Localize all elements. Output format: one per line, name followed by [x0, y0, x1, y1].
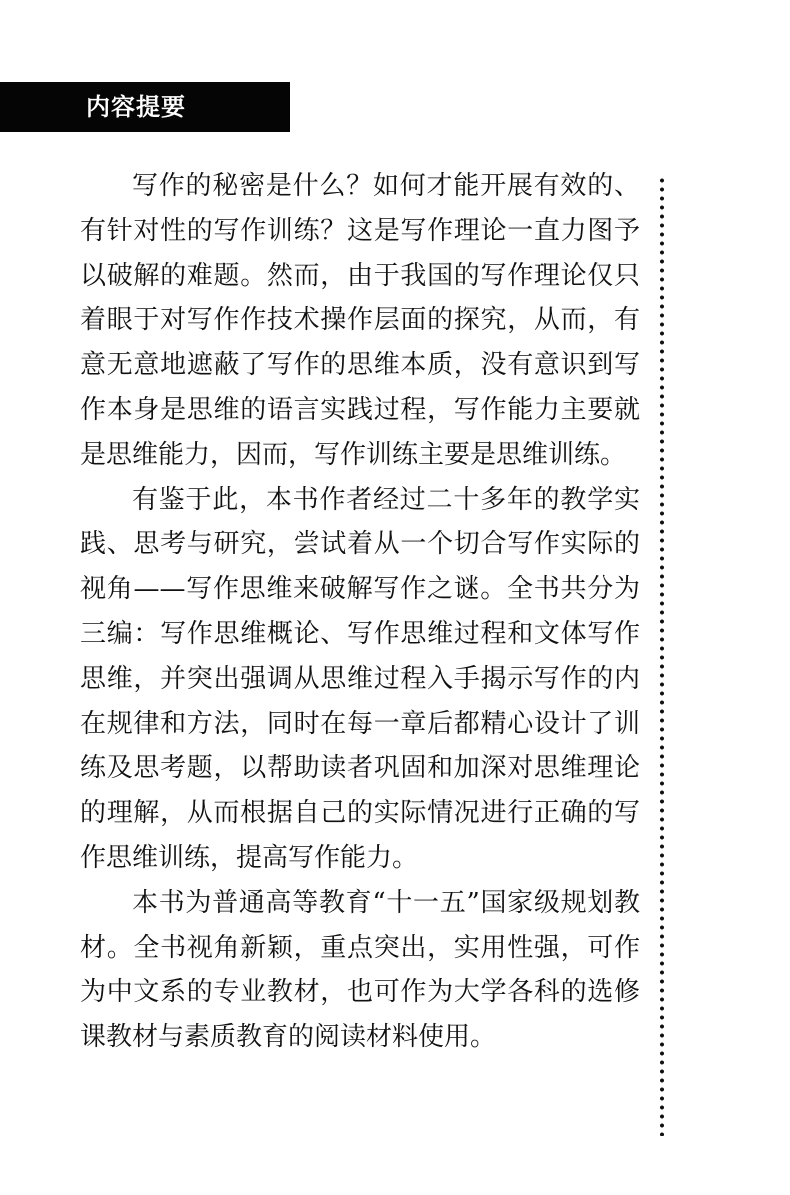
- summary-paragraph-3: 本书为普通高等教育“十一五”国家级规划教材。全书视角新颖，重点突出，实用性强，可作为中文系的专业教材，也可作为大学各科的选修课教材与素质教育的阅读材料使用。: [80, 887, 640, 1053]
- summary-paragraph-1: 写作的秘密是什么？如何才能开展有效的、有针对性的写作训练？这是写作理论一直力图予以破解的难题。然而，由于我国的写作理论仅只着眼于对写作作技术操作层面的探究，从而，有意无意地遮蔽了写作的思维本质，没有意识到写作本身是思维的语言实践过程，写作能力主要就是思维能力，因而，写作训练主要是思维训练。: [80, 171, 640, 470]
- section-header-bar: [0, 82, 290, 132]
- summary-paragraph-2: 有鉴于此，本书作者经过二十多年的教学实践、思考与研究，尝试着从一个切合写作实际的视角——写作思维来破解写作之谜。全书共分为三编：写作思维概论、写作思维过程和文体写作思维，并突出强调从思维过程入手揭示写作的内在规律和方法，同时在每一章后都精心设计了训练及思考题，以帮助读者巩固和加深对思维理论的理解，从而根据自己的实际情况进行正确的写作思维训练，提高写作能力。: [80, 484, 640, 873]
- section-title: 内容提要: [86, 93, 186, 121]
- dotted-border: [659, 176, 665, 1136]
- summary-content: [80, 164, 640, 1060]
